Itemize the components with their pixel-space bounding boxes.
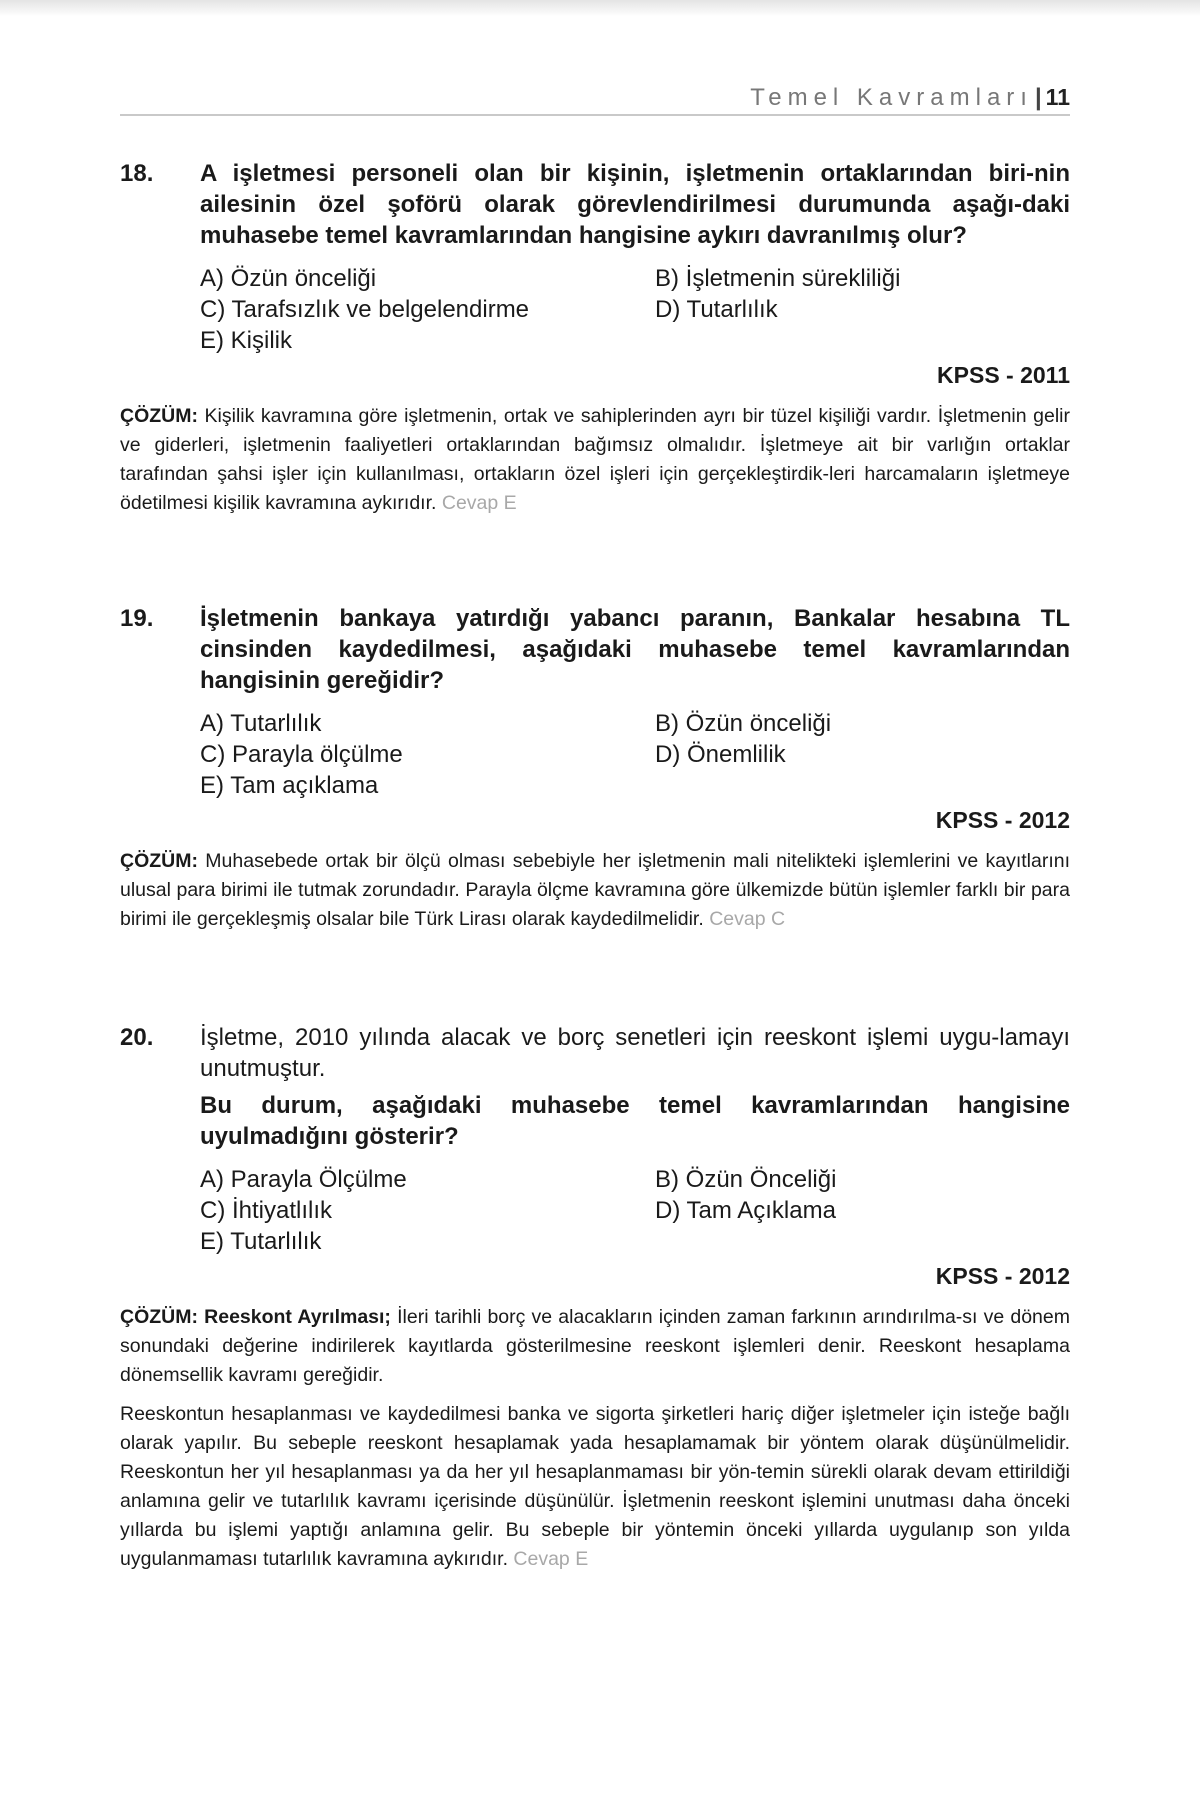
question-number: 20. bbox=[120, 1024, 154, 1051]
solution-text: İleri tarihli borç ve alacakların içinden zaman farkının arındırılma-sı ve dönem sonundaki değerine indirilerek kayıtlarda gösterilmesine reeskont işlemleri denir. Reeskont hesaplama dönemsellik kavramı gereğidir. bbox=[120, 1306, 1070, 1386]
question-stem: İşletmenin bankaya yatırdığı yabancı paranın, Bankalar hesabına TL cinsinden kaydedilmesi, aşağıdaki muhasebe temel kavramlarından hangisinin gereğidir? bbox=[200, 605, 1070, 694]
question-number: 18. bbox=[120, 160, 154, 187]
question-19 bbox=[120, 603, 1070, 934]
answer-options bbox=[200, 708, 1070, 801]
question-number: 19. bbox=[120, 605, 154, 632]
solution-text-2: Reeskontun hesaplanması ve kaydedilmesi banka ve sigorta şirketleri hariç diğer işletmeler için isteğe bağlı olarak yapılır. Bu sebeple reeskont hesaplamak yada hesaplamamak bir yöntem olarak düşünülmelidir. Reeskontun her yıl hesaplanması ya da her yıl hesaplanmaması bir yön-temin sürekli olarak devam ettirildiği anlamına gelir ve tutarlılık kavramı içerisinde düşünülür. İşletmenin reeskont işlemini unutması daha önceki yıllarda bu işlemi yaptığı anlamına gelir. Bu sebeple bir yöntemin önceki yıllarda uygulanıp son yılda uygulanmaması tutarlılık kavramına aykırıdır. bbox=[120, 1403, 1070, 1570]
question-stem: A işletmesi personeli olan bir kişinin, işletmenin ortaklarından biri-nin ailesinin özel şoförü olarak görevlendirilmesi durumunda aşağı-daki muhasebe temel kavramlarından hangisine aykırı davranılmış olur? bbox=[200, 160, 1070, 249]
option-a: A) Tutarlılık bbox=[200, 710, 322, 737]
question-20 bbox=[120, 1022, 1070, 1574]
option-b: B) Özün önceliği bbox=[655, 710, 832, 737]
option-e: E) Kişilik bbox=[200, 327, 293, 354]
option-d: D) Tutarlılık bbox=[655, 296, 778, 323]
question-body bbox=[200, 603, 1070, 801]
option-b: B) Özün Önceliği bbox=[655, 1166, 837, 1193]
solution-label: ÇÖZÜM: bbox=[120, 405, 198, 427]
question-stem: Bu durum, aşağıdaki muhasebe temel kavramlarından hangisine uyulmadığını gösterir? bbox=[200, 1092, 1070, 1150]
option-e: E) Tutarlılık bbox=[200, 1228, 322, 1255]
option-a: A) Parayla Ölçülme bbox=[200, 1166, 407, 1193]
solution bbox=[120, 847, 1070, 934]
exam-source: KPSS - 2012 bbox=[935, 807, 1070, 833]
answer-options bbox=[200, 263, 1070, 356]
answer-key: Cevap E bbox=[441, 492, 517, 514]
running-title: Temel Kavramları bbox=[750, 84, 1033, 111]
question-body bbox=[200, 158, 1070, 356]
option-c: C) İhtiyatlılık bbox=[200, 1197, 333, 1224]
question-body bbox=[200, 1022, 1070, 1257]
question-intro: İşletme, 2010 yılında alacak ve borç senetleri için reeskont işlemi uygu-lamayı unutmuştur. bbox=[200, 1024, 1070, 1082]
option-b: B) İşletmenin sürekliliği bbox=[655, 265, 901, 292]
option-d: D) Tam Açıklama bbox=[655, 1197, 836, 1224]
option-e: E) Tam açıklama bbox=[200, 772, 379, 799]
answer-key: Cevap C bbox=[709, 908, 786, 930]
option-d: D) Önemlilik bbox=[655, 741, 786, 768]
answer-key: Cevap E bbox=[513, 1548, 589, 1570]
option-c: C) Tarafsızlık ve belgelendirme bbox=[200, 296, 530, 323]
page-number: 11 bbox=[1045, 84, 1070, 110]
exam-source: KPSS - 2011 bbox=[937, 362, 1070, 388]
page-header bbox=[120, 84, 1070, 116]
exam-source: KPSS - 2012 bbox=[935, 1263, 1070, 1289]
solution-label: ÇÖZÜM: Reeskont Ayrılması; bbox=[120, 1306, 391, 1328]
solution-label: ÇÖZÜM: bbox=[120, 850, 198, 872]
answer-options bbox=[200, 1164, 1070, 1257]
question-18 bbox=[120, 158, 1070, 518]
solution-text: Muhasebede ortak bir ölçü olması sebebiyle her işletmenin mali nitelikteki işlemlerini ve kayıtlarını ulusal para birimi ile tutmak zorundadır. Parayla ölçme kavramına göre ülkemizde bütün işlemler farklı bir para birimi ile gerçekleşmiş olsalar bile Türk Lirası olarak kaydedilmelidir. bbox=[120, 850, 1071, 930]
solution bbox=[120, 402, 1070, 518]
option-a: A) Özün önceliği bbox=[200, 265, 377, 292]
solution bbox=[120, 1303, 1070, 1390]
option-c: C) Parayla ölçülme bbox=[200, 741, 403, 768]
header-separator: | bbox=[1034, 84, 1042, 111]
solution-text: Kişilik kavramına göre işletmenin, ortak ve sahiplerinden ayrı bir tüzel kişiliği vardır. İşletmenin gelir ve giderleri, işletmenin faaliyetleri ortaklarından bağımsız olmalıdır. İşletmeye ait bir varlığın ortaklar tarafından şahsi işler için kullanılması, ortakların özel işleri için gerçekleştirdik-leri harcamaların işletmeye ödetilmesi kişilik kavramına aykırıdır. bbox=[120, 405, 1071, 514]
solution-continued bbox=[120, 1400, 1070, 1574]
viewer-top-shadow bbox=[0, 0, 1200, 16]
